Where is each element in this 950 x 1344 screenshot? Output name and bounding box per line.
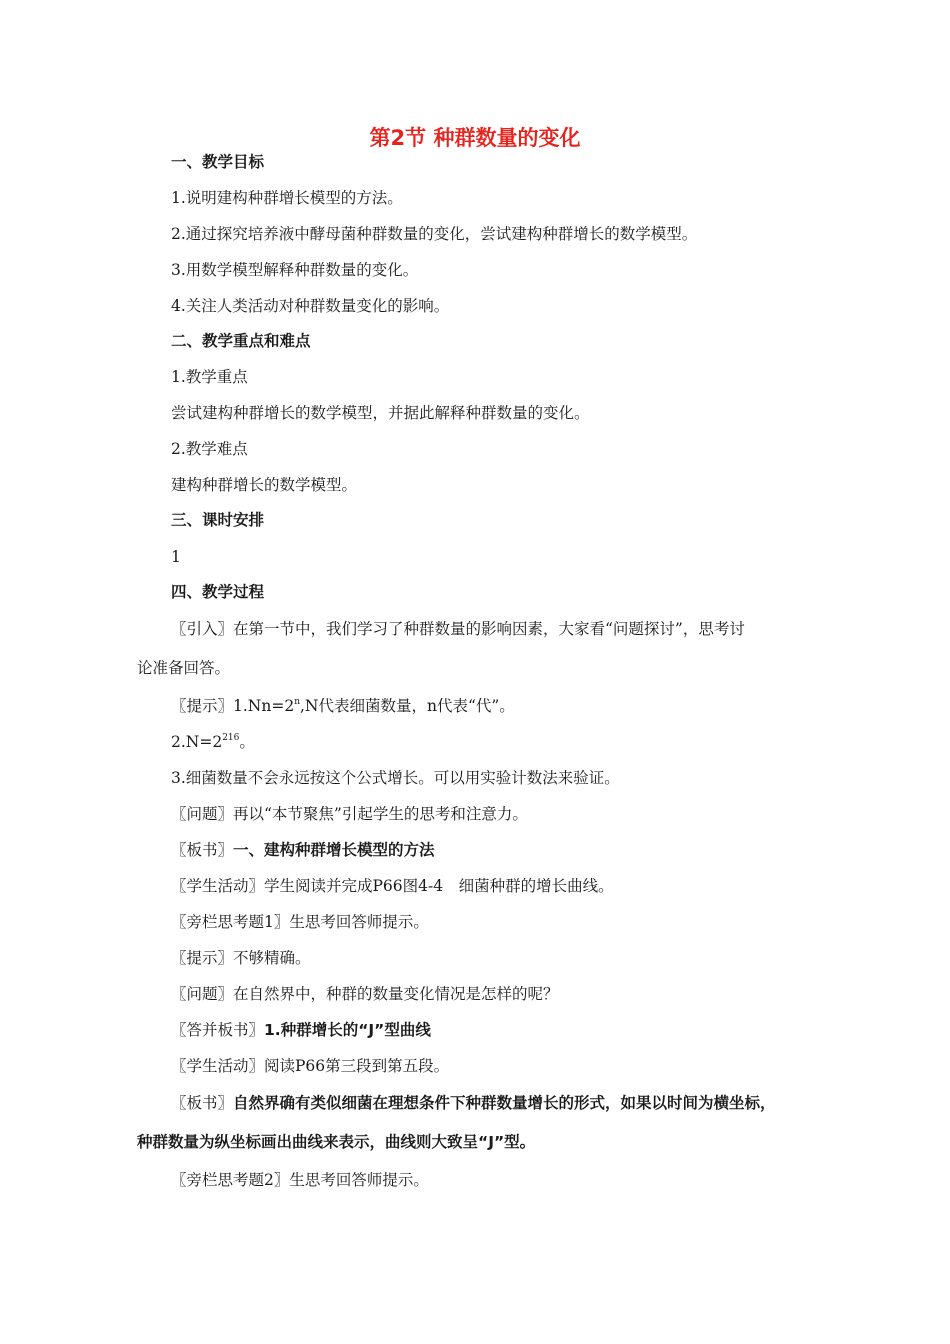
hint-1-exponent: n xyxy=(294,697,300,707)
hint-2-exponent: 216 xyxy=(222,733,240,743)
hint-1-part-a: 〖提示〗1.Nn=2 xyxy=(171,697,295,715)
question-1: 〖问题〗再以“本节聚焦”引起学生的思考和注意力。 xyxy=(171,805,528,823)
student-activity-1: 〖学生活动〗学生阅读并完成P66图4-4 细菌种群的增长曲线。 xyxy=(171,877,614,895)
question-2: 〖问题〗在自然界中，种群的数量变化情况是怎样的呢？ xyxy=(171,985,559,1003)
hint-1-part-b: ,N代表细菌数量，n代表“代”。 xyxy=(299,697,515,715)
hint-1 xyxy=(171,694,515,718)
board-note-2-tag: 〖板书〗 xyxy=(171,1094,234,1112)
section-heading-process: 四、教学过程 xyxy=(171,583,265,601)
answer-board-note-tag: 〖答并板书〗 xyxy=(171,1021,265,1039)
section-heading-schedule: 三、课时安排 xyxy=(171,511,265,529)
board-note-1 xyxy=(171,838,435,862)
board-note-2-text-1: 自然界确有类似细菌在理想条件下种群数量增长的形式，如果以时间为横坐标， xyxy=(233,1094,776,1112)
difficulty-label: 2.教学难点 xyxy=(171,440,248,458)
hint-3: 3.细菌数量不会永远按这个公式增长。可以用实验计数法来验证。 xyxy=(171,769,620,787)
focus-label: 1.教学重点 xyxy=(171,368,248,386)
objective-1: 1.说明建构种群增长模型的方法。 xyxy=(171,189,403,207)
page-title: 第2节 种群数量的变化 xyxy=(369,126,581,150)
hint-2-part-a: 2.N=2 xyxy=(171,733,223,751)
hint-2 xyxy=(171,730,255,754)
hint-4: 〖提示〗不够精确。 xyxy=(171,949,311,967)
intro-line-1: 〖引入〗在第一节中，我们学习了种群数量的影响因素，大家看“问题探讨”，思考讨 xyxy=(171,620,745,638)
hint-2-part-b: 。 xyxy=(239,733,255,751)
board-note-1-text: 一、建构种群增长模型的方法 xyxy=(233,841,435,859)
difficulty-text: 建构种群增长的数学模型。 xyxy=(171,476,358,494)
objective-3: 3.用数学模型解释种群数量的变化。 xyxy=(171,261,419,279)
board-note-2-line-1 xyxy=(171,1091,776,1115)
objective-2: 2.通过探究培养液中酵母菌种群数量的变化，尝试建构种群增长的数学模型。 xyxy=(171,225,698,243)
sidebar-question-2: 〖旁栏思考题2〗生思考回答师提示。 xyxy=(171,1171,429,1189)
answer-board-note xyxy=(171,1018,431,1042)
section-heading-key-points: 二、教学重点和难点 xyxy=(171,332,311,350)
board-note-2-line-2: 种群数量为纵坐标画出曲线来表示，曲线则大致呈“J”型。 xyxy=(137,1133,536,1151)
focus-text: 尝试建构种群增长的数学模型，并据此解释种群数量的变化。 xyxy=(171,404,590,422)
section-heading-objectives: 一、教学目标 xyxy=(171,153,265,171)
schedule-value: 1 xyxy=(171,548,181,566)
sidebar-question-1: 〖旁栏思考题1〗生思考回答师提示。 xyxy=(171,913,429,931)
board-note-1-tag: 〖板书〗 xyxy=(171,841,234,859)
intro-line-2: 论准备回答。 xyxy=(137,659,231,677)
student-activity-2: 〖学生活动〗阅读P66第三段到第五段。 xyxy=(171,1057,450,1075)
objective-4: 4.关注人类活动对种群数量变化的影响。 xyxy=(171,297,450,315)
answer-board-note-text: 1.种群增长的“J”型曲线 xyxy=(264,1021,431,1039)
